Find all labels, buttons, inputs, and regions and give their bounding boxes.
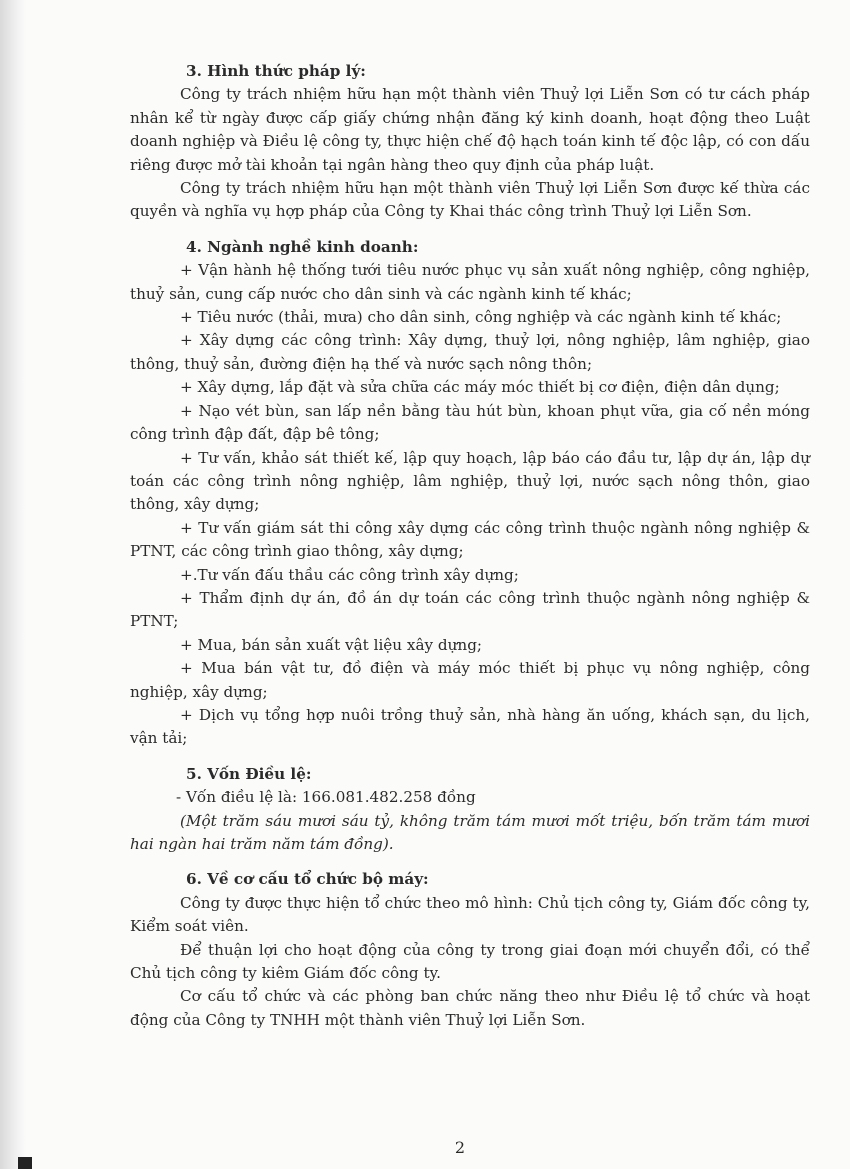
paragraph: Công ty được thực hiện tổ chức theo mô hình: Chủ tịch công ty, Giám đốc công ty, Kiểm soát viên. [130,893,810,936]
section-heading: 4. Ngành nghề kinh doanh: [186,237,419,256]
section-heading: 5. Vốn Điều lệ: [186,764,312,783]
capital-amount: - Vốn điều lệ là: 166.081.482.258 đồng [176,788,476,807]
paragraph: Công ty trách nhiệm hữu hạn một thành viên Thuỷ lợi Liễn Sơn có tư cách pháp nhân kể từ ngày được cấp giấy chứng nhận đăng ký kinh doanh, hoạt động theo Luật doanh nghiệp và Điều lệ công ty, thực hiện chế độ hạch toán kinh tế độc lập, có con dấu riêng được mở tài khoản tại ngân hàng theo quy định của pháp luật. [130,85,810,174]
list-item: + Tiêu nước (thải, mưa) cho dân sinh, công nghiệp và các ngành kinh tế khác; [180,308,782,327]
list-item: + Xây dựng, lắp đặt và sửa chữa các máy móc thiết bị cơ điện, điện dân dụng; [180,378,780,397]
page-number: 2 [454,1138,466,1157]
list-item: + Xây dựng các công trình: Xây dựng, thuỷ lợi, nông nghiệp, lâm nghiệp, giao thông, thuỷ sản, đường điện hạ thế và nước sạch nông thôn; [130,331,810,373]
list-item: + Nạo vét bùn, san lấp nền bằng tàu hút bùn, khoan phụt vữa, gia cố nền móng công trình đập đất, đập bê tông; [130,401,810,444]
paragraph: Công ty trách nhiệm hữu hạn một thành viên Thuỷ lợi Liễn Sơn được kế thừa các quyền và nghĩa vụ hợp pháp của Công ty Khai thác công trình Thuỷ lợi Liễn Sơn. [130,179,810,221]
section-organization [130,868,810,1032]
list-item: + Tư vấn, khảo sát thiết kế, lập quy hoạch, lập báo cáo đầu tư, lập dự án, lập dự toán các công trình nông nghiệp, lâm nghiệp, thuỷ lợi, nước sạch nông thôn, giao thông, xây dựng; [130,448,810,514]
list-item: + Dịch vụ tổng hợp nuôi trồng thuỷ sản, nhà hàng ăn uống, khách sạn, du lịch, vận tải; [130,705,810,748]
section-heading: 6. Về cơ cấu tổ chức bộ máy: [186,870,429,889]
list-item: + Mua, bán sản xuất vật liệu xây dựng; [180,635,483,654]
section-heading: 3. Hình thức pháp lý: [186,62,366,80]
paragraph: Cơ cấu tổ chức và các phòng ban chức năng theo như Điều lệ tổ chức và hoạt động của Công ty TNHH một thành viên Thuỷ lợi Liễn Sơn. [130,987,810,1029]
list-item: + Vận hành hệ thống tưới tiêu nước phục vụ sản xuất nông nghiệp, công nghiệp, thuỷ sản, cung cấp nước cho dân sinh và các ngành kinh tế khác; [130,261,810,303]
section-charter-capital [130,763,810,857]
scan-corner-mark [18,1157,32,1169]
list-item: + Mua bán vật tư, đồ điện và máy móc thiết bị phục vụ nông nghiệp, công nghiệp, xây dựng; [130,659,810,701]
paragraph: Để thuận lợi cho hoạt động của công ty trong giai đoạn mới chuyển đổi, có thể Chủ tịch công ty kiêm Giám đốc công ty. [130,940,810,983]
capital-in-words: (Một trăm sáu mươi sáu tỷ, không trăm tám mươi mốt triệu, bốn trăm tám mươi hai ngàn hai trăm năm tám đồng). [130,811,810,853]
section-business-lines [130,236,810,751]
list-item: + Thẩm định dự án, đồ án dự toán các công trình thuộc ngành nông nghiệp & PTNT; [130,588,810,631]
section-legal-form [130,60,810,224]
list-item: +.Tư vấn đấu thầu các công trình xây dựng; [180,565,519,584]
list-item: + Tư vấn giám sát thi công xây dựng các công trình thuộc ngành nông nghiệp & PTNT, các công trình giao thông, xây dựng; [130,518,810,561]
